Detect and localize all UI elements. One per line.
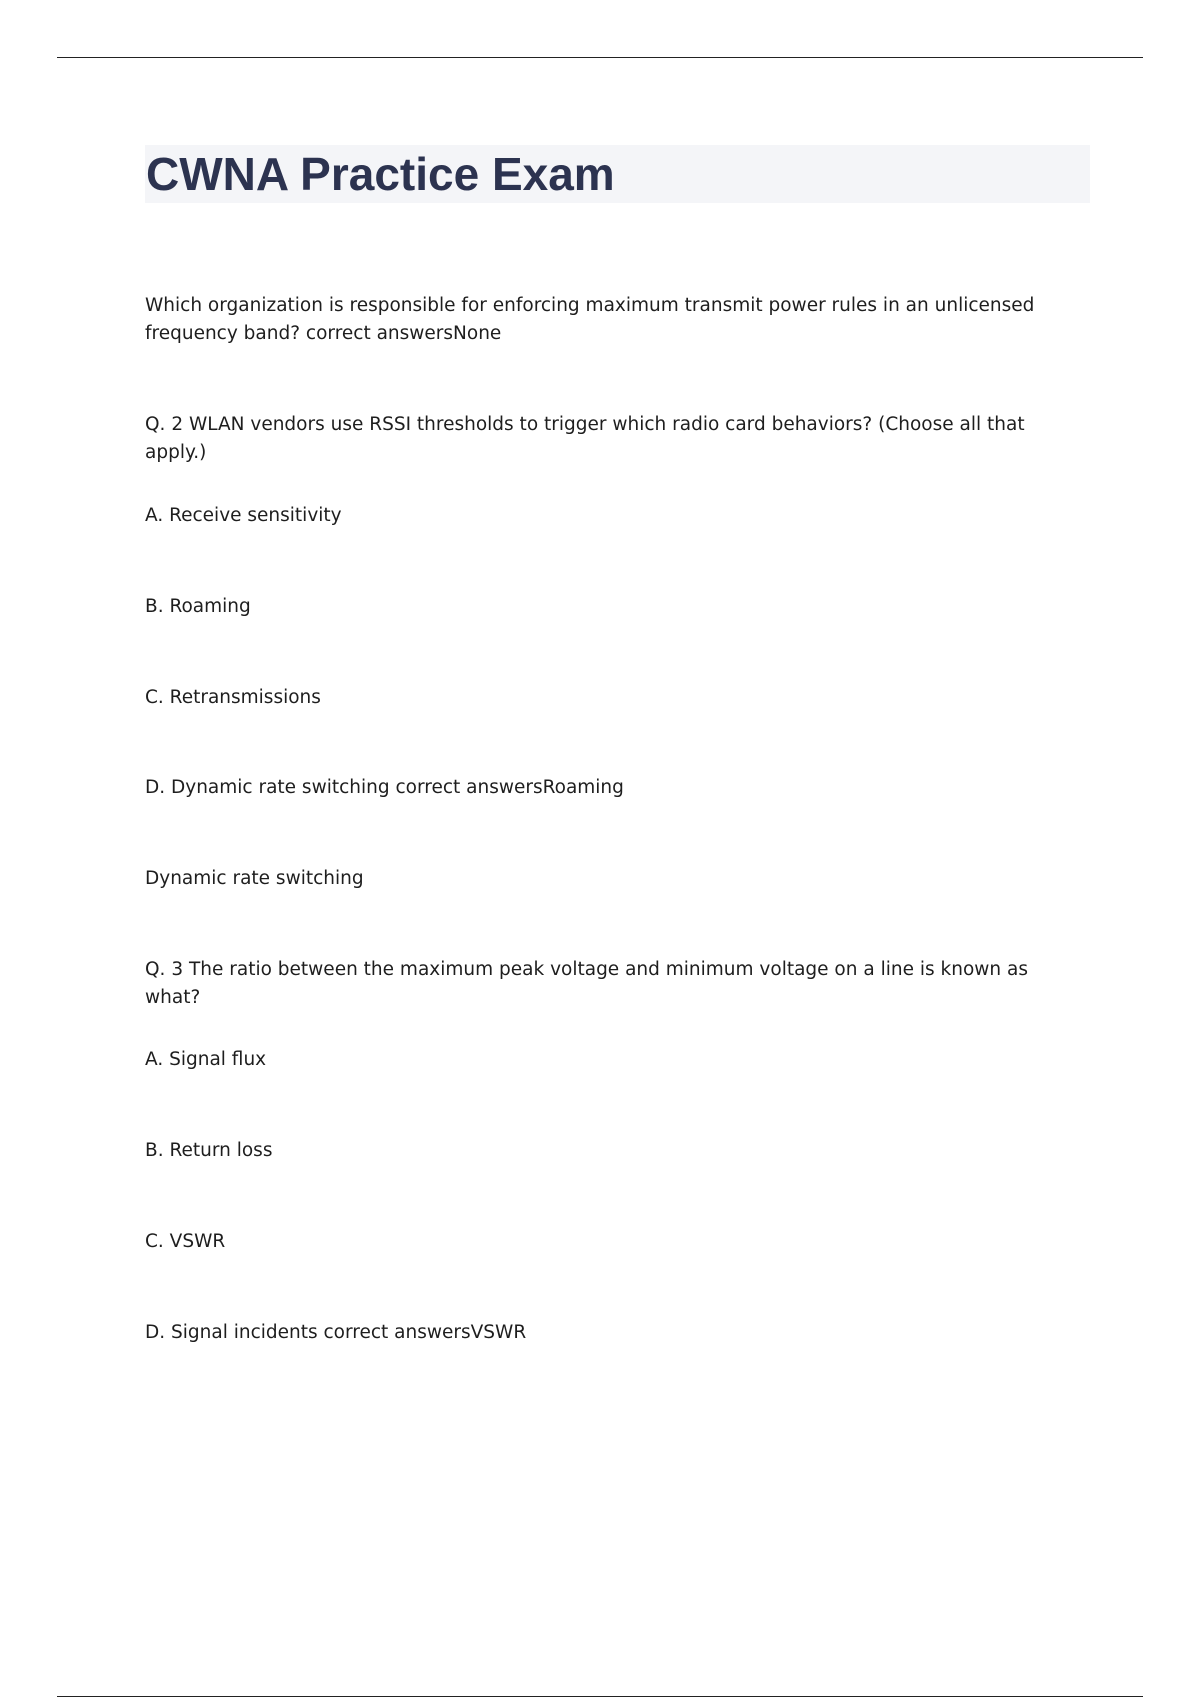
question-2-text: Q. 2 WLAN vendors use RSSI thresholds to trigger which radio card behaviors? (Choose all that apply.)	[145, 414, 1025, 463]
footer-rule	[57, 1696, 1143, 1697]
question-2-option-c: C. Retransmissions	[145, 687, 321, 708]
question-3-option-d: D. Signal incidents correct answersVSWR	[145, 1322, 527, 1343]
question-3-option-b: B. Return loss	[145, 1140, 273, 1161]
question-3-option-c: C. VSWR	[145, 1231, 226, 1252]
question-3-option-a: A. Signal flux	[145, 1049, 267, 1070]
question-2-answer-continued: Dynamic rate switching	[145, 868, 364, 889]
question-2-option-a: A. Receive sensitivity	[145, 505, 342, 526]
question-2-option-d: D. Dynamic rate switching correct answersRoaming	[145, 777, 624, 798]
header-rule	[57, 57, 1143, 58]
question-1-text: Which organization is responsible for enforcing maximum transmit power rules in an unlicensed frequency band? correct answersNone	[145, 295, 1035, 344]
question-3-text: Q. 3 The ratio between the maximum peak voltage and minimum voltage on a line is known as what?	[145, 959, 1028, 1008]
question-2-option-b: B. Roaming	[145, 596, 251, 617]
page-title: CWNA Practice Exam	[146, 148, 615, 200]
